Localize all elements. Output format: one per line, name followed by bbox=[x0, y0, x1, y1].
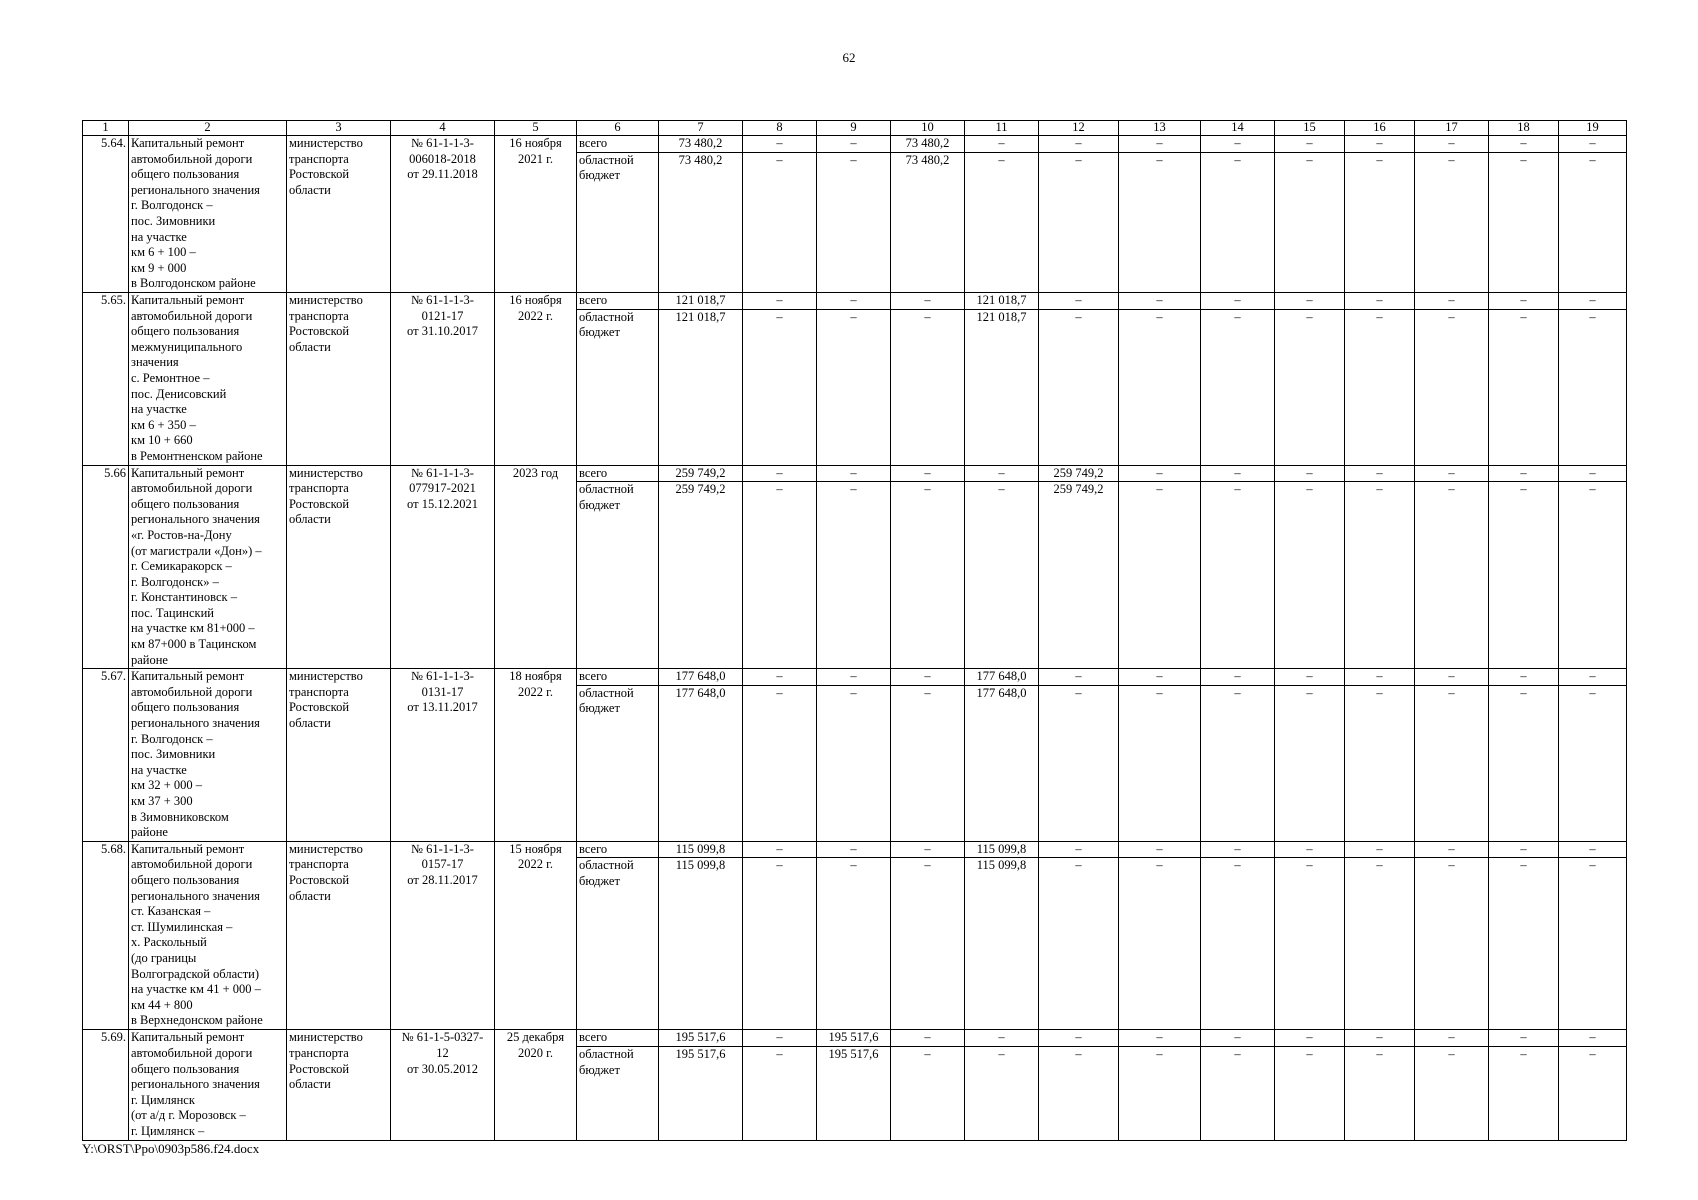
amount-cell: – bbox=[1275, 1030, 1345, 1047]
amount-cell: – bbox=[1275, 292, 1345, 309]
amount-cell: – bbox=[743, 669, 817, 686]
amount-cell: – bbox=[1489, 1030, 1559, 1047]
customer: министерство транспорта Ростовской области bbox=[287, 841, 391, 1030]
amount-cell: – bbox=[1559, 669, 1627, 686]
amount-cell: – bbox=[1039, 152, 1119, 292]
amount-cell: 121 018,7 bbox=[965, 292, 1039, 309]
amount-cell: – bbox=[1345, 482, 1415, 669]
amount-cell: – bbox=[1489, 858, 1559, 1030]
amount-cell: – bbox=[1345, 1047, 1415, 1140]
document-number: № 61-1-1-3- 006018-2018 от 29.11.2018 bbox=[391, 136, 495, 293]
amount-cell: – bbox=[817, 482, 891, 669]
object-name: Капитальный ремонт автомобильной дороги общего пользования регионального значения г. Волгодонск – пос. Зимовники на участке км 6 + 100 – км 9 + 000 в Волгодонском районе bbox=[129, 136, 287, 293]
amount-cell: – bbox=[1489, 1047, 1559, 1140]
amount-cell: – bbox=[1415, 136, 1489, 153]
amount-cell: – bbox=[1275, 136, 1345, 153]
table-row bbox=[83, 841, 1627, 858]
amount-cell: – bbox=[817, 309, 891, 465]
document-number: № 61-1-1-3- 077917-2021 от 15.12.2021 bbox=[391, 465, 495, 669]
amount-cell: – bbox=[1559, 136, 1627, 153]
customer: министерство транспорта Ростовской области bbox=[287, 465, 391, 669]
amount-cell: – bbox=[1119, 841, 1201, 858]
column-header: 2 bbox=[129, 121, 287, 136]
amount-cell: – bbox=[965, 1030, 1039, 1047]
amount-cell: – bbox=[1415, 841, 1489, 858]
amount-cell: 177 648,0 bbox=[965, 669, 1039, 686]
item-number: 5.67. bbox=[83, 669, 129, 842]
amount-cell: – bbox=[1201, 1030, 1275, 1047]
table-row bbox=[83, 465, 1627, 482]
column-header: 6 bbox=[577, 121, 659, 136]
table-row bbox=[83, 136, 1627, 153]
amount-cell: – bbox=[1039, 1047, 1119, 1140]
column-header: 17 bbox=[1415, 121, 1489, 136]
amount-cell: – bbox=[891, 309, 965, 465]
amount-cell: – bbox=[1119, 482, 1201, 669]
object-name: Капитальный ремонт автомобильной дороги общего пользования регионального значения «г. Ростов-на-Дону (от магистрали «Дон») – г. Семикаракорск – г. Волгодонск» – г. Константиновск – пос. Тацинский на участке км 81+000 – км 87+000 в Тацинском районе bbox=[129, 465, 287, 669]
amount-cell: – bbox=[1559, 292, 1627, 309]
funding-source: областной бюджет bbox=[577, 858, 659, 1030]
funding-source: областной бюджет bbox=[577, 1047, 659, 1140]
item-number: 5.68. bbox=[83, 841, 129, 1030]
object-name: Капитальный ремонт автомобильной дороги общего пользования межмуниципального значения с. Ремонтное – пос. Денисовский на участке км 6 + 350 – км 10 + 660 в Ремонтненском районе bbox=[129, 292, 287, 465]
funding-source: всего bbox=[577, 136, 659, 153]
amount-cell: – bbox=[1559, 1030, 1627, 1047]
amount-cell: – bbox=[1489, 309, 1559, 465]
amount-cell: – bbox=[1201, 152, 1275, 292]
amount-cell: – bbox=[1039, 309, 1119, 465]
amount-cell: – bbox=[1345, 292, 1415, 309]
funding-source: всего bbox=[577, 465, 659, 482]
table-row bbox=[83, 669, 1627, 686]
amount-cell: 195 517,6 bbox=[817, 1047, 891, 1140]
item-number: 5.66 bbox=[83, 465, 129, 669]
amount-cell: – bbox=[1275, 152, 1345, 292]
item-number: 5.64. bbox=[83, 136, 129, 293]
column-header: 16 bbox=[1345, 121, 1415, 136]
amount-cell: – bbox=[1275, 1047, 1345, 1140]
amount-cell: – bbox=[891, 858, 965, 1030]
amount-cell: – bbox=[1039, 669, 1119, 686]
amount-cell: 115 099,8 bbox=[965, 841, 1039, 858]
amount-cell: – bbox=[891, 465, 965, 482]
amount-cell: – bbox=[1201, 292, 1275, 309]
amount-cell: 259 749,2 bbox=[659, 482, 743, 669]
amount-cell: – bbox=[1119, 309, 1201, 465]
amount-cell: – bbox=[965, 465, 1039, 482]
customer: министерство транспорта Ростовской области bbox=[287, 669, 391, 842]
amount-cell: – bbox=[1275, 482, 1345, 669]
amount-cell: – bbox=[1119, 136, 1201, 153]
item-number: 5.65. bbox=[83, 292, 129, 465]
amount-cell: – bbox=[1119, 669, 1201, 686]
amount-cell: – bbox=[1039, 1030, 1119, 1047]
amount-cell: 177 648,0 bbox=[659, 685, 743, 841]
funding-source: всего bbox=[577, 669, 659, 686]
funding-source: областной бюджет bbox=[577, 152, 659, 292]
amount-cell: – bbox=[1201, 669, 1275, 686]
amount-cell: – bbox=[1119, 292, 1201, 309]
amount-cell: – bbox=[1559, 482, 1627, 669]
amount-cell: 121 018,7 bbox=[659, 292, 743, 309]
funding-source: всего bbox=[577, 1030, 659, 1047]
amount-cell: – bbox=[965, 152, 1039, 292]
amount-cell: – bbox=[1201, 685, 1275, 841]
amount-cell: – bbox=[1201, 482, 1275, 669]
amount-cell: – bbox=[1275, 309, 1345, 465]
completion-date: 2023 год bbox=[495, 465, 577, 669]
column-header: 18 bbox=[1489, 121, 1559, 136]
amount-cell: – bbox=[1275, 465, 1345, 482]
amount-cell: – bbox=[1345, 685, 1415, 841]
amount-cell: – bbox=[1415, 292, 1489, 309]
amount-cell: 121 018,7 bbox=[659, 309, 743, 465]
financing-table bbox=[82, 120, 1627, 1141]
amount-cell: 195 517,6 bbox=[817, 1030, 891, 1047]
amount-cell: – bbox=[891, 841, 965, 858]
amount-cell: – bbox=[965, 482, 1039, 669]
amount-cell: 73 480,2 bbox=[659, 152, 743, 292]
amount-cell: – bbox=[891, 292, 965, 309]
amount-cell: – bbox=[1559, 841, 1627, 858]
amount-cell: – bbox=[891, 1030, 965, 1047]
amount-cell: – bbox=[1201, 465, 1275, 482]
amount-cell: – bbox=[743, 482, 817, 669]
amount-cell: – bbox=[1489, 685, 1559, 841]
amount-cell: – bbox=[743, 1030, 817, 1047]
column-header: 8 bbox=[743, 121, 817, 136]
amount-cell: – bbox=[817, 841, 891, 858]
amount-cell: – bbox=[1415, 1047, 1489, 1140]
amount-cell: – bbox=[1415, 465, 1489, 482]
amount-cell: – bbox=[1415, 152, 1489, 292]
amount-cell: – bbox=[1415, 309, 1489, 465]
table-row bbox=[83, 292, 1627, 309]
funding-source: всего bbox=[577, 292, 659, 309]
amount-cell: – bbox=[817, 152, 891, 292]
amount-cell: – bbox=[1345, 669, 1415, 686]
amount-cell: – bbox=[1119, 858, 1201, 1030]
amount-cell: – bbox=[817, 465, 891, 482]
amount-cell: – bbox=[743, 1047, 817, 1140]
amount-cell: – bbox=[743, 685, 817, 841]
amount-cell: – bbox=[891, 1047, 965, 1140]
amount-cell: – bbox=[1489, 136, 1559, 153]
document-number: № 61-1-5-0327- 12 от 30.05.2012 bbox=[391, 1030, 495, 1140]
column-header: 4 bbox=[391, 121, 495, 136]
amount-cell: – bbox=[1119, 685, 1201, 841]
amount-cell: 73 480,2 bbox=[891, 136, 965, 153]
amount-cell: 195 517,6 bbox=[659, 1047, 743, 1140]
column-header: 12 bbox=[1039, 121, 1119, 136]
document-number: № 61-1-1-3- 0157-17 от 28.11.2017 bbox=[391, 841, 495, 1030]
amount-cell: – bbox=[1489, 841, 1559, 858]
amount-cell: 177 648,0 bbox=[659, 669, 743, 686]
customer: министерство транспорта Ростовской области bbox=[287, 292, 391, 465]
amount-cell: – bbox=[743, 292, 817, 309]
amount-cell: 259 749,2 bbox=[1039, 465, 1119, 482]
amount-cell: 115 099,8 bbox=[965, 858, 1039, 1030]
table-row bbox=[83, 1030, 1627, 1047]
amount-cell: – bbox=[817, 292, 891, 309]
amount-cell: – bbox=[1275, 841, 1345, 858]
object-name: Капитальный ремонт автомобильной дороги общего пользования регионального значения ст. Казанская – ст. Шумилинская – х. Раскольный (до границы Волгоградской области) на участке км 41 + 000 – км 44 + 800 в Верхнедонском районе bbox=[129, 841, 287, 1030]
amount-cell: – bbox=[817, 685, 891, 841]
amount-cell: – bbox=[1489, 292, 1559, 309]
amount-cell: – bbox=[1415, 482, 1489, 669]
amount-cell: – bbox=[1489, 152, 1559, 292]
amount-cell: – bbox=[1201, 858, 1275, 1030]
funding-source: всего bbox=[577, 841, 659, 858]
amount-cell: – bbox=[1345, 309, 1415, 465]
amount-cell: – bbox=[1039, 858, 1119, 1030]
customer: министерство транспорта Ростовской области bbox=[287, 136, 391, 293]
amount-cell: – bbox=[1345, 841, 1415, 858]
amount-cell: – bbox=[1345, 152, 1415, 292]
completion-date: 25 декабря 2020 г. bbox=[495, 1030, 577, 1140]
amount-cell: – bbox=[1559, 858, 1627, 1030]
amount-cell: – bbox=[1201, 1047, 1275, 1140]
amount-cell: – bbox=[1039, 292, 1119, 309]
column-header: 5 bbox=[495, 121, 577, 136]
amount-cell: – bbox=[1039, 685, 1119, 841]
item-number: 5.69. bbox=[83, 1030, 129, 1140]
funding-source: областной бюджет bbox=[577, 482, 659, 669]
funding-source: областной бюджет bbox=[577, 685, 659, 841]
completion-date: 16 ноября 2021 г. bbox=[495, 136, 577, 293]
customer: министерство транспорта Ростовской области bbox=[287, 1030, 391, 1140]
amount-cell: – bbox=[1415, 669, 1489, 686]
amount-cell: – bbox=[743, 858, 817, 1030]
column-header: 15 bbox=[1275, 121, 1345, 136]
amount-cell: – bbox=[1489, 669, 1559, 686]
amount-cell: 121 018,7 bbox=[965, 309, 1039, 465]
amount-cell: – bbox=[1489, 482, 1559, 669]
amount-cell: 73 480,2 bbox=[891, 152, 965, 292]
column-header: 10 bbox=[891, 121, 965, 136]
amount-cell: 259 749,2 bbox=[659, 465, 743, 482]
amount-cell: – bbox=[1201, 136, 1275, 153]
amount-cell: 195 517,6 bbox=[659, 1030, 743, 1047]
amount-cell: – bbox=[1345, 858, 1415, 1030]
amount-cell: – bbox=[1119, 1030, 1201, 1047]
amount-cell: 115 099,8 bbox=[659, 841, 743, 858]
amount-cell: – bbox=[1275, 685, 1345, 841]
amount-cell: – bbox=[817, 858, 891, 1030]
object-name: Капитальный ремонт автомобильной дороги общего пользования регионального значения г. Цимлянск (от а/д г. Морозовск – г. Цимлянск – bbox=[129, 1030, 287, 1140]
column-number-row bbox=[83, 121, 1627, 136]
column-header: 3 bbox=[287, 121, 391, 136]
amount-cell: 73 480,2 bbox=[659, 136, 743, 153]
table-header bbox=[83, 121, 1627, 136]
column-header: 11 bbox=[965, 121, 1039, 136]
document-number: № 61-1-1-3- 0131-17 от 13.11.2017 bbox=[391, 669, 495, 842]
footer-file-path: Y:\ORST\Ppo\0903p586.f24.docx bbox=[82, 1141, 260, 1156]
amount-cell: – bbox=[743, 309, 817, 465]
amount-cell: – bbox=[743, 841, 817, 858]
completion-date: 15 ноября 2022 г. bbox=[495, 841, 577, 1030]
amount-cell: 115 099,8 bbox=[659, 858, 743, 1030]
amount-cell: – bbox=[1201, 309, 1275, 465]
amount-cell: – bbox=[891, 482, 965, 669]
amount-cell: – bbox=[891, 669, 965, 686]
amount-cell: 259 749,2 bbox=[1039, 482, 1119, 669]
amount-cell: – bbox=[1345, 465, 1415, 482]
amount-cell: – bbox=[817, 669, 891, 686]
column-header: 13 bbox=[1119, 121, 1201, 136]
amount-cell: – bbox=[1275, 669, 1345, 686]
amount-cell: – bbox=[1415, 685, 1489, 841]
column-header: 19 bbox=[1559, 121, 1627, 136]
amount-cell: – bbox=[1559, 465, 1627, 482]
amount-cell: – bbox=[1119, 1047, 1201, 1140]
amount-cell: – bbox=[891, 685, 965, 841]
funding-source: областной бюджет bbox=[577, 309, 659, 465]
amount-cell: – bbox=[817, 136, 891, 153]
column-header: 14 bbox=[1201, 121, 1275, 136]
amount-cell: – bbox=[1559, 685, 1627, 841]
amount-cell: – bbox=[1039, 136, 1119, 153]
amount-cell: – bbox=[1559, 309, 1627, 465]
object-name: Капитальный ремонт автомобильной дороги общего пользования регионального значения г. Волгодонск – пос. Зимовники на участке км 32 + 000 – км 37 + 300 в Зимовниковском районе bbox=[129, 669, 287, 842]
amount-cell: – bbox=[743, 136, 817, 153]
completion-date: 16 ноября 2022 г. bbox=[495, 292, 577, 465]
amount-cell: – bbox=[1489, 465, 1559, 482]
column-header: 9 bbox=[817, 121, 891, 136]
column-header: 1 bbox=[83, 121, 129, 136]
amount-cell: – bbox=[1345, 1030, 1415, 1047]
amount-cell: – bbox=[1559, 1047, 1627, 1140]
document-number: № 61-1-1-3- 0121-17 от 31.10.2017 bbox=[391, 292, 495, 465]
amount-cell: – bbox=[1119, 465, 1201, 482]
page-number: 62 bbox=[842, 50, 856, 65]
amount-cell: 177 648,0 bbox=[965, 685, 1039, 841]
amount-cell: – bbox=[743, 152, 817, 292]
amount-cell: – bbox=[1559, 152, 1627, 292]
column-header: 7 bbox=[659, 121, 743, 136]
completion-date: 18 ноября 2022 г. bbox=[495, 669, 577, 842]
amount-cell: – bbox=[1345, 136, 1415, 153]
table-body bbox=[83, 136, 1627, 1141]
amount-cell: – bbox=[965, 1047, 1039, 1140]
amount-cell: – bbox=[1201, 841, 1275, 858]
amount-cell: – bbox=[1415, 1030, 1489, 1047]
amount-cell: – bbox=[1415, 858, 1489, 1030]
amount-cell: – bbox=[1119, 152, 1201, 292]
amount-cell: – bbox=[965, 136, 1039, 153]
amount-cell: – bbox=[1275, 858, 1345, 1030]
amount-cell: – bbox=[1039, 841, 1119, 858]
amount-cell: – bbox=[743, 465, 817, 482]
